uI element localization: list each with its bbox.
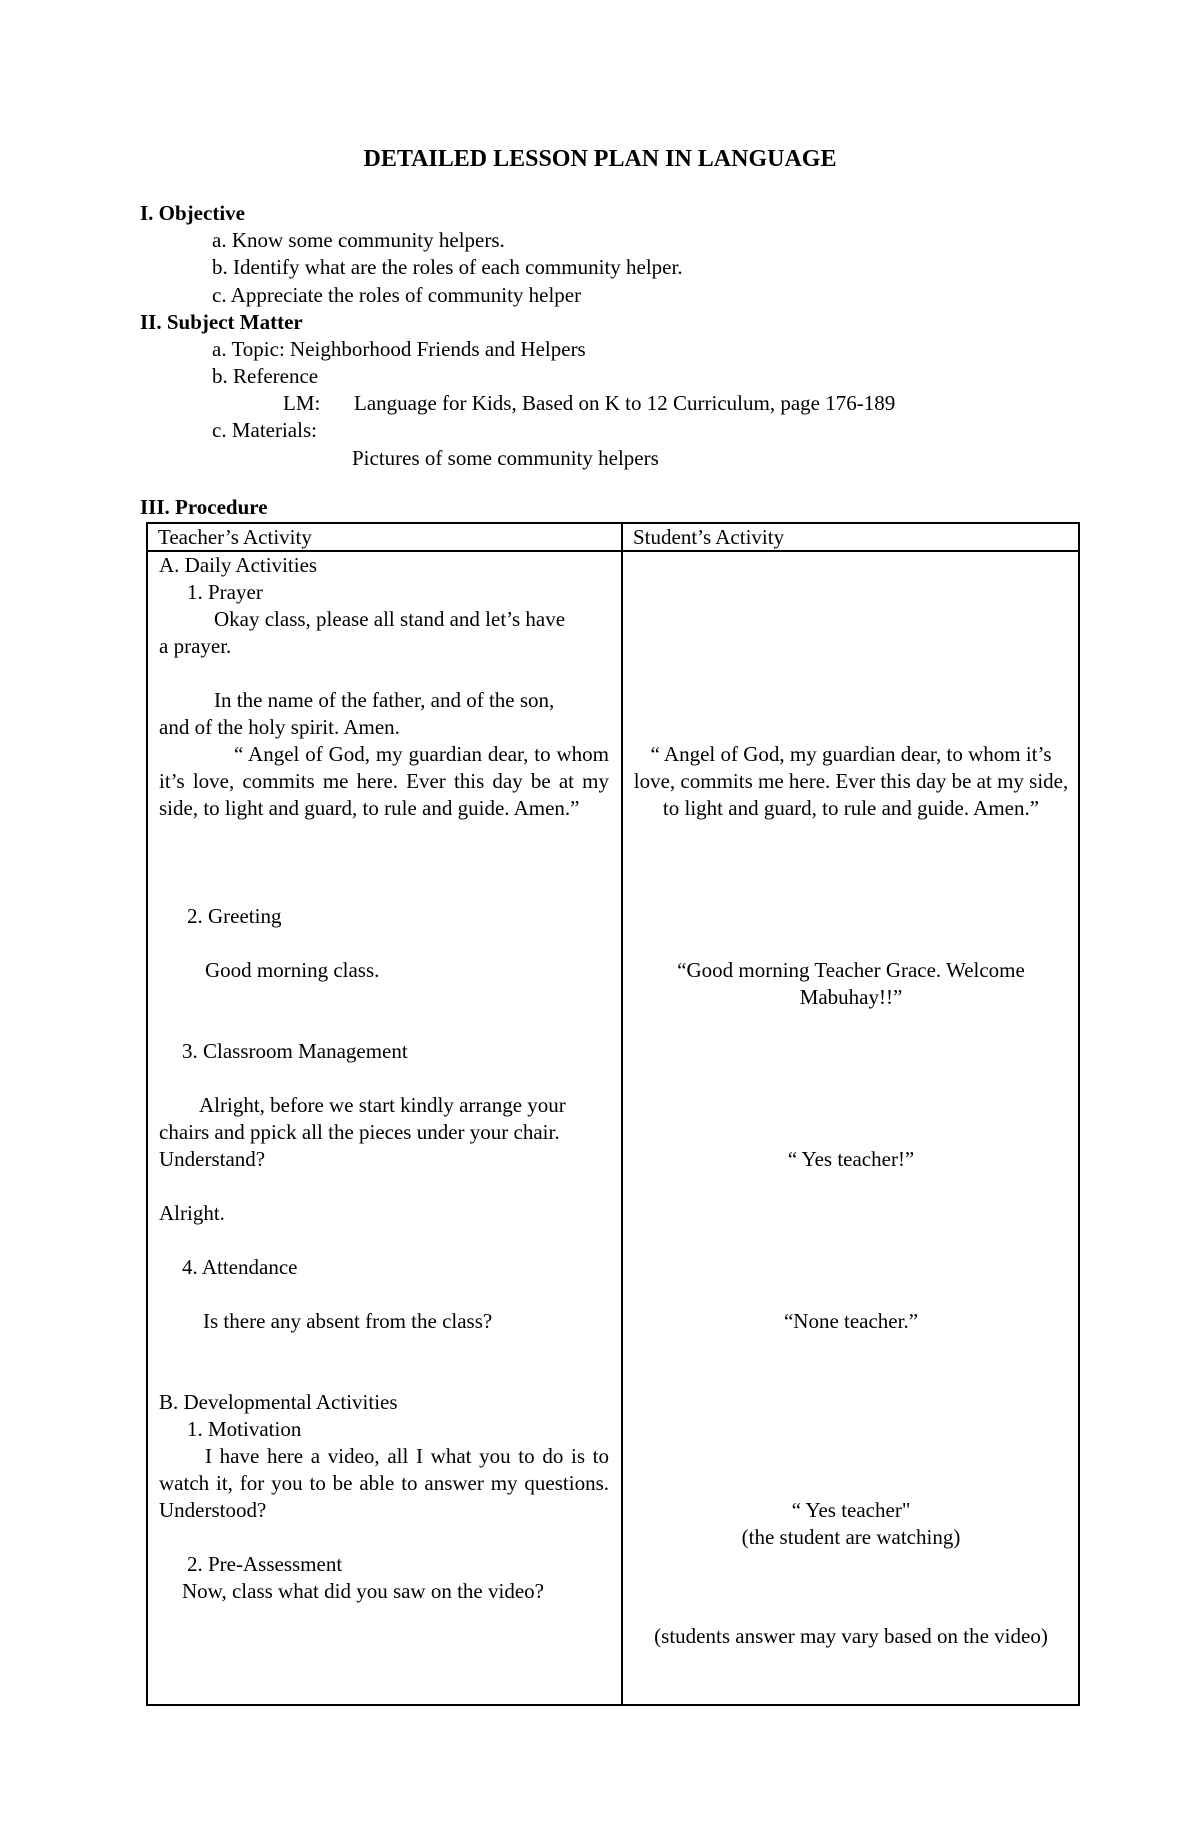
prayer-instruction-cont: a prayer. <box>159 634 232 658</box>
student-answer-note: (students answer may vary based on the video) <box>654 1624 1048 1648</box>
motivation-heading: 1. Motivation <box>187 1417 302 1441</box>
daily-activities-heading: A. Daily Activities <box>159 553 318 577</box>
table-row <box>147 551 1079 1705</box>
sign-of-cross-text-cont: and of the holy spirit. Amen. <box>159 715 400 739</box>
angel-of-god-prayer: “ Angel of God, my guardian dear, to whom it’s love, commits me here. Ever this day be at my side, to light and guard, to rule and guide. Amen.” <box>159 742 609 820</box>
objective-item: a. Know some community helpers. <box>212 228 505 252</box>
objective-item: c. Appreciate the roles of community helper <box>212 283 582 307</box>
classroom-management-text-cont: chairs and ppick all the pieces under your chair. <box>159 1120 560 1144</box>
subject-matter-heading: II. Subject Matter <box>140 310 303 334</box>
lm-label: LM: <box>283 391 321 415</box>
alright-text: Alright. <box>159 1201 225 1225</box>
document-title: DETAILED LESSON PLAN IN LANGUAGE <box>363 146 837 172</box>
prayer-heading: 1. Prayer <box>187 580 263 604</box>
teacher-activity-cell <box>147 551 622 1705</box>
student-watching-note: (the student are watching) <box>741 1525 961 1549</box>
greeting-heading: 2. Greeting <box>187 904 282 928</box>
classroom-management-heading: 3. Classroom Management <box>182 1039 408 1063</box>
student-greeting: “Good morning Teacher Grace. Welcome Mabuhay!!” <box>677 958 1025 1009</box>
student-response: “ Yes teacher!” <box>787 1147 915 1171</box>
student-angel-of-god-prayer: “ Angel of God, my guardian dear, to whom it’s love, commits me here. Ever this day be at my side, to light and guard, to rule and guide. Amen.” <box>633 742 1069 820</box>
pre-assessment-heading: 2. Pre-Assessment <box>187 1552 343 1576</box>
materials-line: c. Materials: <box>212 418 317 442</box>
classroom-management-question: Understand? <box>159 1147 266 1171</box>
developmental-activities-heading: B. Developmental Activities <box>159 1390 398 1414</box>
objective-item: b. Identify what are the roles of each community helper. <box>212 255 683 279</box>
table-header-row <box>147 523 1079 551</box>
student-column-header: Student’s Activity <box>622 523 1079 551</box>
greeting-text: Good morning class. <box>205 958 380 982</box>
attendance-heading: 4. Attendance <box>182 1255 298 1279</box>
attendance-question: Is there any absent from the class? <box>203 1309 493 1333</box>
procedure-heading: III. Procedure <box>140 495 268 519</box>
topic-line: a. Topic: Neighborhood Friends and Helpers <box>212 337 586 361</box>
pre-assessment-question: Now, class what did you saw on the video? <box>182 1579 544 1603</box>
student-activity-cell <box>622 551 1079 1705</box>
lm-value: Language for Kids, Based on K to 12 Curriculum, page 176-189 <box>354 391 896 415</box>
procedure-table <box>146 522 1080 1706</box>
student-motivation-response: “ Yes teacher" <box>791 1498 911 1522</box>
prayer-instruction: Okay class, please all stand and let’s have <box>214 607 566 631</box>
student-attendance-response: “None teacher.” <box>783 1309 919 1333</box>
classroom-management-text: Alright, before we start kindly arrange your <box>199 1093 566 1117</box>
sign-of-cross-text: In the name of the father, and of the son, <box>214 688 555 712</box>
reference-line: b. Reference <box>212 364 319 388</box>
materials-value: Pictures of some community helpers <box>352 446 659 470</box>
objective-heading: I. Objective <box>140 201 245 225</box>
teacher-column-header: Teacher’s Activity <box>147 523 622 551</box>
motivation-text: I have here a video, all I what you to do is to watch it, for you to be able to answer my questions. Understood? <box>159 1444 609 1522</box>
